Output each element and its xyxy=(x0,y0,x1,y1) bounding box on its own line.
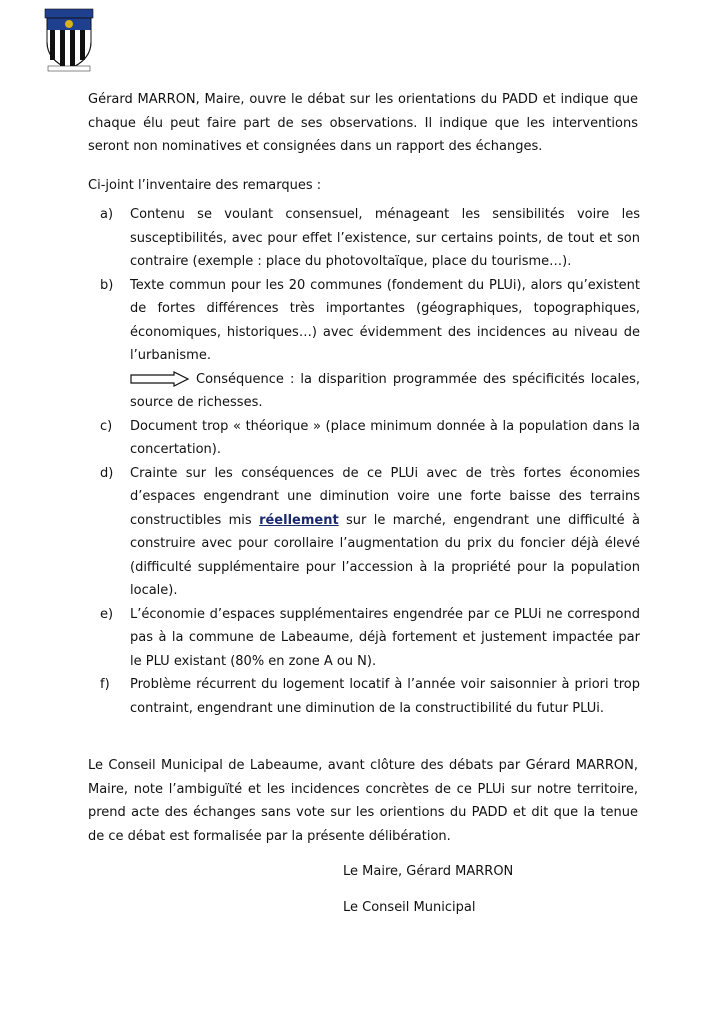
closing-paragraph: Le Conseil Municipal de Labeaume, avant clôture des débats par Gérard MARRON, Maire, note l’ambiguïté et les incidences concrètes de ce PLUi sur notre territoire, prend acte des échanges sans vote sur les orientions du PADD et dit que la tenue de ce débat est formalisée par la présente délibération. xyxy=(88,758,638,844)
remark-text-after: sur le marché, engendrant une difficulté à construire avec pour corollaire l’augmentation du prix du foncier déjà élevé (difficulté supplémentaire pour l’accession à la propriété pour la population locale). xyxy=(130,512,640,598)
remarks-intro: Ci-joint l’inventaire des remarques : xyxy=(88,178,322,193)
remark-item-b xyxy=(100,274,640,415)
remark-marker: e) xyxy=(100,606,114,622)
remark-item-c xyxy=(100,415,640,462)
mayor-signature-line: Le Maire, Gérard MARRON xyxy=(343,864,514,879)
consequence-text: Conséquence : la disparition programmée des spécificités locales, source de richesses. xyxy=(130,371,640,410)
remark-item-a xyxy=(100,203,640,274)
right-arrow-icon xyxy=(130,371,190,387)
opening-paragraph: Gérard MARRON, Maire, ouvre le débat sur les orientations du PADD et indique que chaque élu peut faire part de ses observations. Il indique que les interventions seront non nominatives et consignées dans un rapport des échanges. xyxy=(88,92,638,154)
consequence-line xyxy=(130,368,640,415)
remark-text: Problème récurrent du logement locatif à l’année voir saisonnier à priori trop contraint, engendrant une diminution de la constructibilité du futur PLUi. xyxy=(130,677,640,716)
remark-marker: d) xyxy=(100,465,114,481)
remark-item-e xyxy=(100,603,640,674)
remark-item-f xyxy=(100,673,640,720)
emphasized-word: réellement xyxy=(259,512,339,528)
labeaume-crest-logo xyxy=(44,8,94,72)
remark-text: Contenu se voulant consensuel, ménageant les sensibilités voire les susceptibilités, avec pour effet l’existence, sur certains points, de tout et son contraire (exemple : place du photovoltaïque, place du tourisme…). xyxy=(130,207,640,269)
remark-marker: c) xyxy=(100,418,113,434)
remark-item-d xyxy=(100,462,640,603)
remark-marker: a) xyxy=(100,207,114,222)
council-signature-line: Le Conseil Municipal xyxy=(343,900,476,915)
remark-text: Texte commun pour les 20 communes (fondement du PLUi), alors qu’existent de fortes différences très importantes (géographiques, topographiques, économiques, historiques…) avec évidemment des incidences au niveau de l’urbanisme. xyxy=(130,277,640,363)
remark-text: Document trop « théorique » (place minimum donnée à la population dans la concertation). xyxy=(130,418,640,457)
remark-marker: f) xyxy=(100,677,110,692)
remark-text-before: Crainte sur les conséquences de ce PLUi avec de très fortes économies d’espaces engendrant une diminution voire une forte baisse des terrains constructibles mis xyxy=(130,465,640,528)
remarks-list xyxy=(100,203,640,720)
remark-marker: b) xyxy=(100,277,114,293)
remark-text: L’économie d’espaces supplémentaires engendrée par ce PLUi ne correspond pas à la commune de Labeaume, déjà fortement et justement impactée par le PLU existant (80% en zone A ou N). xyxy=(130,606,640,669)
